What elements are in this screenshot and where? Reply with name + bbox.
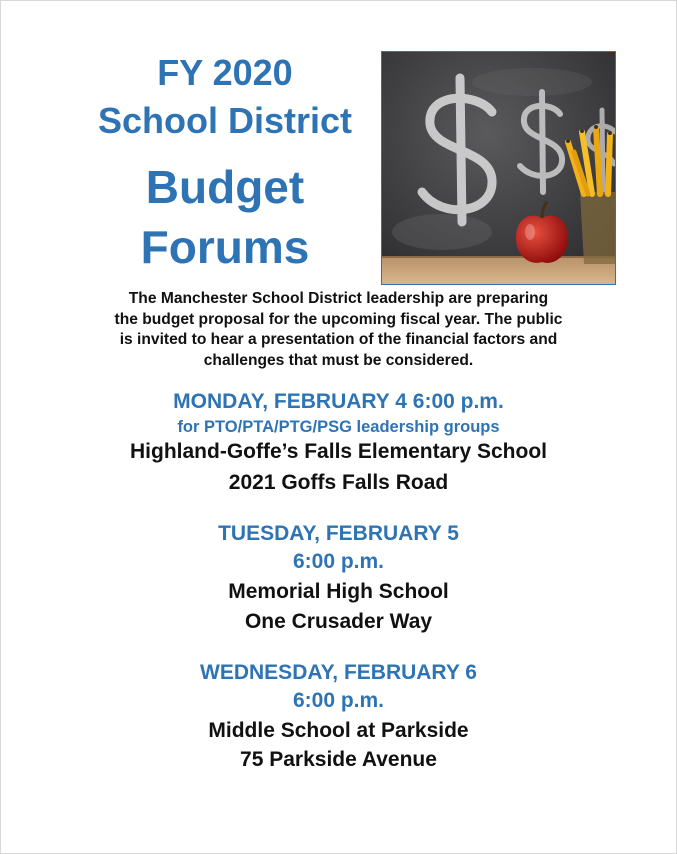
- event-3-time: 6:00 p.m.: [292, 689, 385, 712]
- event-2-address: One Crusader Way: [244, 610, 433, 633]
- intro-line: is invited to hear a presentation of the financial factors and: [119, 331, 558, 348]
- intro-line: The Manchester School District leadership are preparing: [128, 290, 549, 307]
- event-2-day: TUESDAY, FEBRUARY 5: [218, 522, 459, 545]
- title-school-district: School District: [97, 100, 353, 141]
- title-forums: Forums: [140, 221, 310, 273]
- event-3-day: WEDNESDAY, FEBRUARY 6: [200, 661, 477, 684]
- chalkboard-dollar-apple-pencils-photo: [382, 52, 615, 284]
- event-1-day: MONDAY, FEBRUARY 4 6:00 p.m.: [173, 390, 504, 413]
- intro-line: the budget proposal for the upcoming fiscal year. The public: [114, 310, 563, 328]
- event-1-address: 2021 Goffs Falls Road: [228, 471, 449, 494]
- event-1-venue: Highland-Goffe’s Falls Elementary School: [130, 440, 547, 463]
- title-fy: FY 2020: [157, 52, 293, 93]
- title-budget: Budget: [145, 161, 305, 213]
- event-3-address: 75 Parkside Avenue: [240, 748, 437, 771]
- event-2-venue: Memorial High School: [228, 580, 449, 603]
- event-2-time: 6:00 p.m.: [292, 550, 385, 573]
- event-1-note: for PTO/PTA/PTG/PSG leadership groups: [177, 418, 500, 436]
- intro-line: challenges that must be considered.: [203, 351, 474, 369]
- intro-paragraph: [40, 289, 637, 371]
- chalkboard-photo: [381, 51, 616, 285]
- event-3-venue: Middle School at Parkside: [208, 719, 469, 742]
